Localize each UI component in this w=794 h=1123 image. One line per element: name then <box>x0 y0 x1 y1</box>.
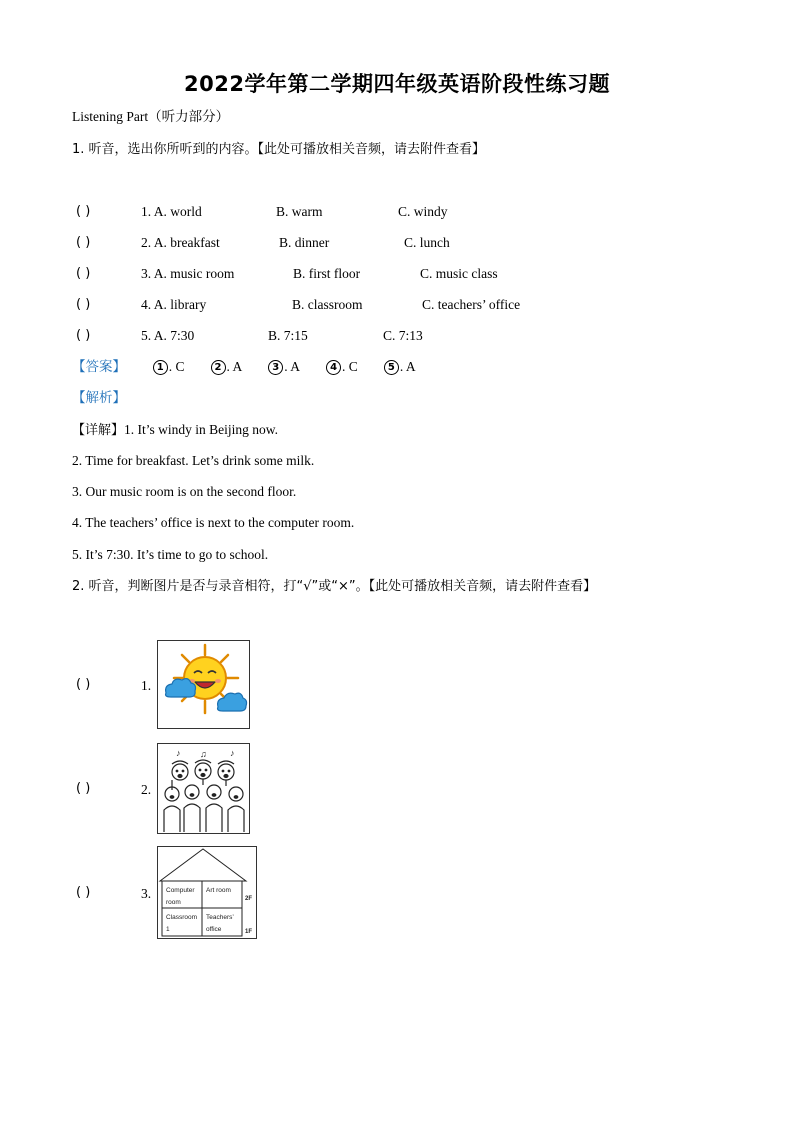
q2-item-3: 3. <box>141 886 152 901</box>
detail-text: 1. It’s windy in Beijing now. <box>124 422 279 437</box>
sun-cloud-picture <box>157 640 250 729</box>
q2-item-1: 1. <box>141 678 152 693</box>
classroom-label: Classroom <box>166 914 198 921</box>
q1-option-c: C. music class <box>420 266 498 281</box>
answer-item <box>384 358 416 376</box>
svg-text:♫: ♫ <box>200 749 207 759</box>
answer-item <box>326 358 358 376</box>
teachers-office-label: Teachers’ <box>206 914 234 921</box>
computer-room-label-2: room <box>166 899 181 906</box>
building-diagram <box>158 847 256 938</box>
q1-option-c: C. windy <box>398 204 448 219</box>
answer-value: . C <box>168 359 185 374</box>
teachers-office-label-2: office <box>206 926 222 933</box>
q2-paren-3: ( ) <box>76 885 91 900</box>
section-heading <box>72 108 229 126</box>
answer-item <box>153 358 185 376</box>
circled-number: 2 <box>211 360 226 375</box>
detail-line-3: 3. Our music room is on the second floor. <box>72 484 297 499</box>
answer-value: . A <box>226 359 243 374</box>
answer-item <box>211 358 243 376</box>
art-room-label: Art room <box>206 887 231 894</box>
q1-option-a: 4. A. library <box>141 297 207 312</box>
school-building-picture <box>157 846 257 939</box>
q1-option-a: 5. A. 7:30 <box>141 328 195 343</box>
analysis-label: 【解析】 <box>72 390 126 406</box>
q1-paren: ( ) <box>76 266 91 281</box>
q1-option-c: C. teachers’ office <box>422 297 521 312</box>
circled-number: 3 <box>268 360 283 375</box>
detail-line-4: 4. The teachers’ office is next to the computer room. <box>72 515 355 530</box>
svg-text:♪: ♪ <box>230 748 235 758</box>
answer-value: . C <box>342 359 358 374</box>
q1-instruction: 1. 听音，选出你所听到的内容。【此处可播放相关音频，请去附件查看】 <box>72 142 486 157</box>
q1-option-c: C. 7:13 <box>383 328 423 343</box>
q1-option-a: 2. A. breakfast <box>141 235 220 250</box>
answer-value: . A <box>284 359 301 374</box>
detail-line-5: 5. It’s 7:30. It’s time to go to school. <box>72 547 269 562</box>
q2-instruction: 2. 听音，判断图片是否与录音相符，打“√”或“×”。【此处可播放相关音频，请去附件查看】 <box>72 579 597 594</box>
answer-row <box>72 358 442 376</box>
q1-option-b: B. first floor <box>293 266 361 281</box>
analysis-row <box>72 389 126 407</box>
section-label: Listening Part（听力部分） <box>72 109 230 124</box>
classroom-label-2: 1 <box>166 926 170 933</box>
circled-number: 5 <box>384 360 399 375</box>
q1-paren: ( ) <box>76 235 91 250</box>
circled-number: 1 <box>153 360 168 375</box>
q1-option-a: 1. A. world <box>141 204 202 219</box>
circled-number: 4 <box>326 360 341 375</box>
q1-paren: ( ) <box>76 328 91 343</box>
detail-label: 【详解】 <box>72 423 125 438</box>
q1-option-b: B. 7:15 <box>268 328 308 343</box>
children-singing-icon <box>158 744 249 833</box>
answer-item <box>268 358 300 376</box>
q2-paren-1: ( ) <box>76 677 91 692</box>
floor-1-label: 1F <box>245 929 253 935</box>
q1-option-b: B. dinner <box>279 235 330 250</box>
computer-room-label: Computer <box>166 887 195 894</box>
q2-paren-2: ( ) <box>76 781 91 796</box>
q1-option-b: B. classroom <box>292 297 363 312</box>
floor-2-label: 2F <box>245 896 253 902</box>
detail-line-2: 2. Time for breakfast. Let’s drink some milk. <box>72 453 315 468</box>
answer-list <box>153 359 442 374</box>
page-title: 2022学年第二学期四年级英语阶段性练习题 <box>184 72 610 96</box>
q1-option-a: 3. A. music room <box>141 266 235 281</box>
answer-value: . A <box>399 359 416 374</box>
q1-option-c: C. lunch <box>404 235 450 250</box>
detail-line-1 <box>72 421 278 440</box>
sun-icon <box>158 641 249 728</box>
q1-paren: ( ) <box>76 297 91 312</box>
q2-item-2: 2. <box>141 782 152 797</box>
q1-option-b: B. warm <box>276 204 323 219</box>
q1-paren: ( ) <box>76 204 91 219</box>
svg-text:♪: ♪ <box>176 748 181 758</box>
singing-children-picture <box>157 743 250 834</box>
answer-label: 【答案】 <box>72 359 126 375</box>
